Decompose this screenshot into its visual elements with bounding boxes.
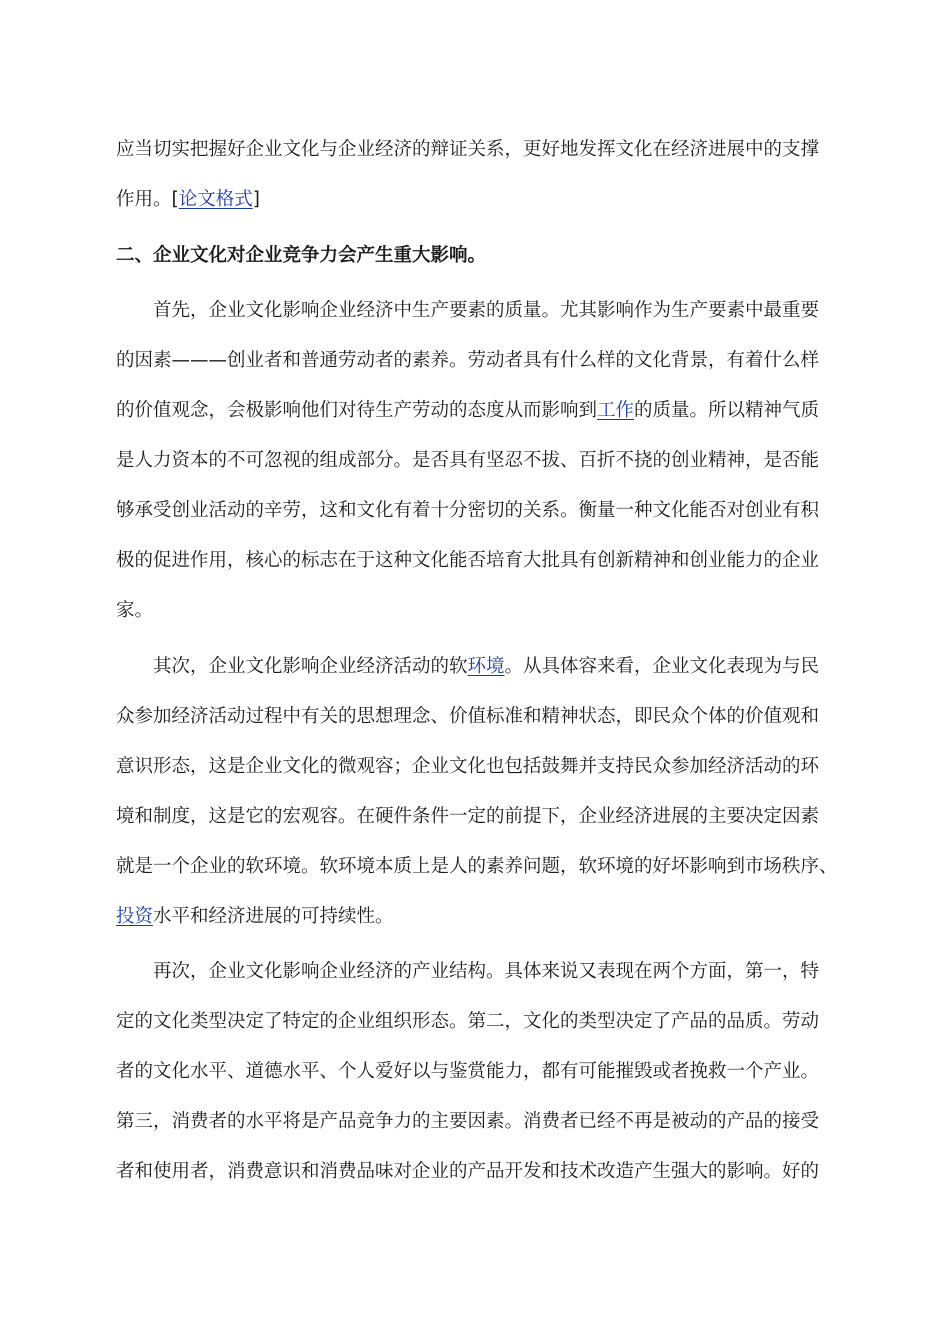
text-span: 。从具体容来看，企业文化表现为与民 [504, 655, 820, 677]
text-span: 的质量。所以精神气质 [634, 400, 820, 421]
paragraph-line: 够承受创业活动的辛劳，这和文化有着十分密切的关系。衡量一种文化能否对创业有积 [116, 500, 820, 521]
link-paper-format[interactable]: 论文格式 [178, 189, 253, 210]
paragraph-line [116, 180, 844, 230]
paragraph-line: 境和制度，这是它的宏观容。在硬件条件一定的前提下，企业经济进展的主要决定因素 [116, 805, 820, 827]
text-span: 的价值观念，会极影响他们对待生产劳动的态度从而影响到 [116, 400, 598, 421]
paragraph-line: 者和使用者，消费意识和消费品味对企业的产品开发和技术改造产生强大的影响。好的 [116, 1161, 820, 1182]
paragraph-line: 再次，企业文化影响企业经济的产业结构。具体来说又表现在两个方面，第一，特 [153, 961, 820, 982]
paragraph-line: 极的促进作用，核心的标志在于这种文化能否培育大批具有创新精神和创业能力的企业 [116, 550, 820, 571]
paragraph-line [116, 897, 844, 947]
paragraph-line: 者的文化水平、道德水平、个人爱好以与鉴赏能力，都有可能摧毁或者挽救一个产业。 [116, 1061, 820, 1082]
link-work[interactable]: 工作 [597, 400, 635, 421]
text-span: 作用。[ [116, 189, 179, 210]
paragraph-line: 意识形态，这是企业文化的微观容；企业文化也包括鼓舞并支持民众参加经济活动的环 [116, 755, 820, 777]
paragraph-line: 首先，企业文化影响企业经济中生产要素的质量。尤其影响作为生产要素中最重要 [153, 300, 820, 321]
paragraph-line [116, 647, 844, 697]
paragraph-line: 是人力资本的不可忽视的组成部分。是否具有坚忍不拔、百折不挠的创业精神，是否能 [116, 450, 820, 471]
paragraph-line [116, 391, 844, 441]
paragraph-line: 应当切实把握好企业文化与企业经济的辩证关系，更好地发挥文化在经济进展中的支撑 [116, 139, 820, 160]
section-heading: 二、企业文化对企业竞争力会产生重大影响。 [116, 244, 487, 266]
paragraph-line: 众参加经济活动过程中有关的思想理念、价值标准和精神状态，即民众个体的价值观和 [116, 705, 820, 727]
paragraph-line: 家。 [116, 600, 154, 621]
paragraph-line: 定的文化类型决定了特定的企业组织形态。第二，文化的类型决定了产品的品质。劳动 [116, 1011, 820, 1032]
link-investment[interactable]: 投资 [116, 905, 154, 927]
paragraph-line: 就是一个企业的软环境。软环境本质上是人的素养问题，软环境的好坏影响到市场秩序、 [116, 855, 838, 877]
paragraph-line: 的因素———创业者和普通劳动者的素养。劳动者具有什么样的文化背景，有着什么样 [116, 350, 820, 371]
text-span: ] [252, 189, 260, 210]
text-span: 其次，企业文化影响企业经济活动的软 [153, 655, 468, 677]
document-page [116, 130, 844, 1202]
text-span: 水平和经济进展的可持续性。 [153, 905, 394, 927]
paragraph-line: 第三，消费者的水平将是产品竞争力的主要因素。消费者已经不再是被动的产品的接受 [116, 1111, 820, 1132]
link-environment[interactable]: 环境 [467, 655, 505, 677]
